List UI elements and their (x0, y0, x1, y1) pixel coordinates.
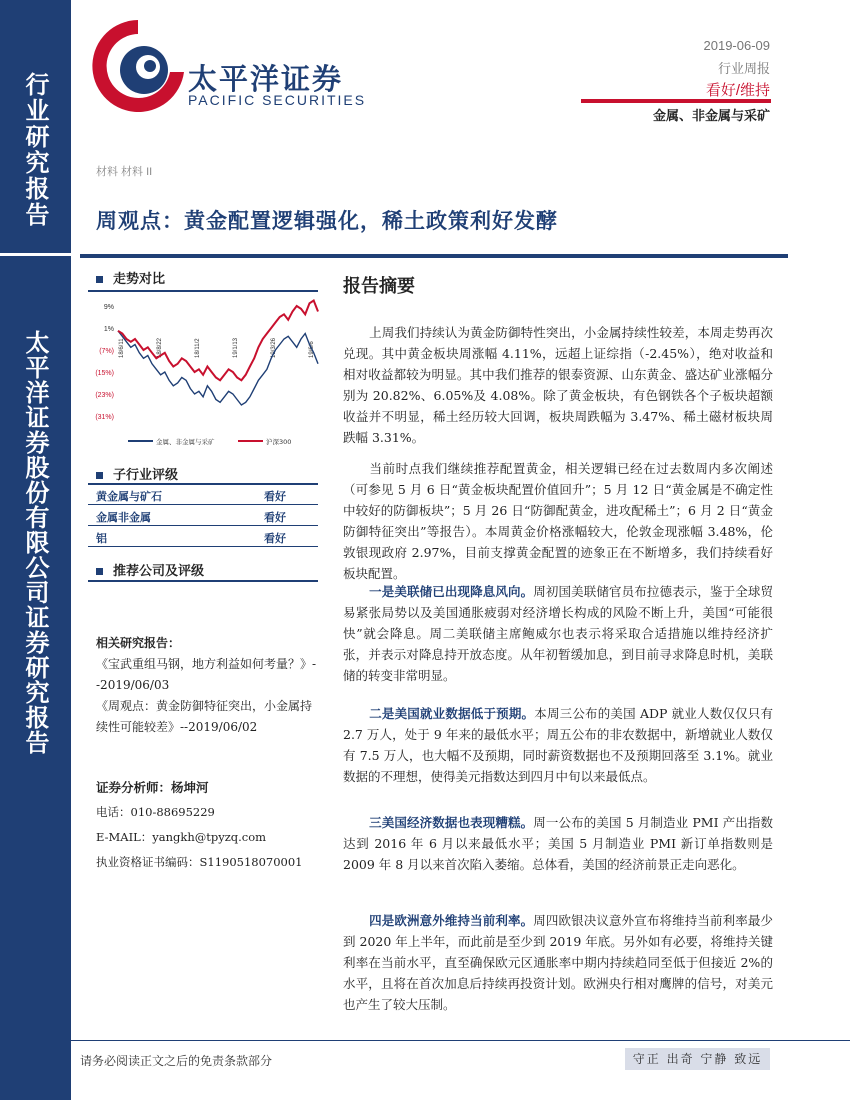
y-tick-label: (23%) (95, 392, 114, 399)
pacific-logo-icon (88, 12, 188, 122)
sub-rating-rule (88, 483, 318, 485)
point-heading: 三美国经济数据也表现糟糕。 (369, 815, 534, 830)
sub-rating-value: 看好 (264, 490, 286, 503)
square-bullet-icon (96, 568, 103, 575)
x-tick-label: 18/8/22 (157, 337, 163, 358)
logo-cn-text: 太平洋证券 (188, 62, 344, 96)
company-logo (88, 12, 388, 122)
sub-rating-name: 铝 (96, 532, 107, 545)
footer-motto: 守正 出奇 宁静 致远 (625, 1048, 770, 1070)
x-tick-label: 19/6/6 (309, 341, 315, 358)
abstract-paragraph: 上周我们持续认为黄金防御特性突出，小金属持续性较差，本周走势再次兑现。其中黄金板块周涨幅 4.11%，远超上证综指（-2.45%），绝对收益和相对收益都较为明显。其中我们推荐的银泰资源、山东黄金、盛达矿业涨幅分别为 20.82%、6.05%及 4.08%。除了黄金板块，有色钢铁各个子板块超额收益并不明显，稀土经历较大回调，板块周跌幅为 3.47%、稀土磁材板块周跌幅 3.31%。 (343, 325, 773, 445)
sidebar-bottom-text: 太平洋证券股份有限公司证券研究报告 (21, 330, 50, 755)
y-tick-label: (15%) (95, 370, 114, 377)
analyst-cert: 执业资格证书编码：S1190518070001 (96, 855, 303, 869)
sub-rating-divider (88, 504, 318, 505)
analyst-name: 证券分析师：杨坤河 (96, 780, 209, 795)
trend-heading: 走势对比 (96, 268, 165, 287)
footer-disclaimer: 请务必阅读正文之后的免责条款部分 (80, 1054, 273, 1068)
sidebar-separator (0, 253, 71, 256)
sub-rating-divider (88, 546, 318, 547)
series-line (118, 331, 318, 405)
page-title: 周观点：黄金配置逻辑强化，稀土政策利好发酵 (96, 208, 558, 233)
analyst-phone: 电话：010-88695229 (96, 805, 215, 819)
y-tick-label: 1% (103, 326, 114, 333)
abstract-paragraph: 一是美联储已出现降息风向。周初国美联储官员布拉德表示，鉴于全球贸易紧张局势以及美国通胀疲弱对经济增长构成的风险不断上升，美国“可能很快”就会降息。周二美联储主席鲍威尔也表示将采取合适措施以维持经济扩张，并表示对降息持开放态度。从年初暂缓加息，到目前寻求降息时机，美联储的转变非常明显。 (343, 584, 773, 683)
companies-heading: 推荐公司及评级 (96, 560, 204, 579)
report-type: 行业周报 (717, 61, 770, 76)
sub-rating-value: 看好 (264, 511, 286, 524)
point-heading: 四是欧洲意外维持当前利率。 (369, 913, 534, 928)
related-report-link[interactable]: 《宝武重组马钢，地方利益如何考量？》--2019/06/03 (96, 657, 317, 692)
y-tick-label: (31%) (95, 414, 114, 421)
series-line (118, 301, 318, 381)
analyst-email[interactable]: E-MAIL：yangkh@tpyzq.com (96, 830, 267, 844)
legend-label: 沪深300 (266, 438, 292, 446)
abstract-paragraph: 三美国经济数据也表现糟糕。周一公布的美国 5 月制造业 PMI 产出指数达到 2016 年 6 月以来最低水平；美国 5 月制造业 PMI 新订单指数则是 2009 年 8 月以来首次陷入萎缩。总体看，美国的经济前景正走向恶化。 (343, 815, 773, 872)
square-bullet-icon (96, 276, 103, 283)
x-tick-label: 19/1/13 (233, 337, 239, 358)
sub-rating-name: 黄金属与矿石 (96, 490, 162, 503)
sub-rating-divider (88, 525, 318, 526)
sub-rating-name: 金属非金属 (96, 511, 151, 524)
analyst-info (96, 775, 321, 875)
trend-chart (88, 298, 323, 458)
related-report-link[interactable]: 《周观点：黄金防御特征突出，小金属持续性可能较差》--2019/06/02 (96, 699, 313, 734)
x-tick-label: 19/3/26 (271, 337, 277, 358)
related-reports (96, 633, 321, 738)
abstract-paragraph: 二是美国就业数据低于预期。本周三公布的美国 ADP 就业人数仅仅只有 2.7 万人，处于 9 年来的最低水平；周五公布的非农数据中，新增就业人数仅有 7.5 万人，也大幅不及预期，同时薪资数据也不及预期回落至 3.1%。就业数据的不理想，使得美元指数达到四月中旬以来最低点。 (343, 706, 773, 784)
x-tick-label: 18/6/11 (119, 338, 125, 358)
footer-rule (70, 1040, 850, 1041)
report-date: 2019-06-09 (703, 38, 770, 53)
sub-rating-row (96, 488, 296, 504)
industry-rating: 看好/维持 (705, 82, 770, 99)
related-heading: 相关研究报告： (96, 636, 181, 650)
logo-en-text: PACIFIC SECURITIES (188, 92, 367, 108)
breadcrumb: 材料 材料 II (96, 166, 153, 178)
legend-label: 金属、非金属与采矿 (156, 438, 215, 446)
square-bullet-icon (96, 472, 103, 479)
companies-rule (88, 580, 318, 582)
sub-rating-row (96, 509, 296, 525)
y-tick-label: 9% (103, 304, 114, 311)
x-tick-label: 18/11/2 (195, 338, 201, 358)
sub-rating-row (96, 530, 296, 546)
header-red-rule (581, 99, 771, 103)
sub-rating-heading: 子行业评级 (96, 464, 178, 483)
sidebar-top-text: 行业研究报告 (21, 72, 50, 228)
point-heading: 二是美国就业数据低于预期。 (369, 706, 535, 721)
title-rule (80, 254, 788, 258)
trend-rule (88, 290, 318, 292)
point-heading: 一是美联储已出现降息风向。 (369, 584, 534, 599)
abstract-heading: 报告摘要 (343, 276, 415, 297)
abstract-paragraph: 四是欧洲意外维持当前利率。周四欧银决议意外宣布将维持当前利率最少到 2020 年上半年，而此前是至少到 2019 年底。另外如有必要，将维持关键利率在当前水平，直至确保欧元区通胀率中期内持续趋同至低于但接近 2%的水平，且将在首次加息后持续再投资计划。欧洲央行相对鹰牌的信号，对美元也产生了较大压制。 (343, 913, 773, 1012)
abstract-paragraph: 当前时点我们继续推荐配置黄金，相关逻辑已经在过去数周内多次阐述（可参见 5 月 6 日“黄金板块配置价值回升”；5 月 12 日“黄金属是不确定性中较好的防御板块”；5 月 26 日“防御配黄金，进攻配稀土”；6 月 2 日“黄金防御特征突出”等报告）。本周黄金价格涨幅较大，伦敦金现涨幅 3.48%，伦敦银现政府 2.97%，目前支撑黄金配置的迹象正在不断增多，我们持续看好板块配置。 (343, 461, 773, 581)
sub-rating-value: 看好 (264, 532, 286, 545)
y-tick-label: (7%) (99, 348, 114, 355)
sector-name: 金属、非金属与采矿 (652, 108, 770, 123)
